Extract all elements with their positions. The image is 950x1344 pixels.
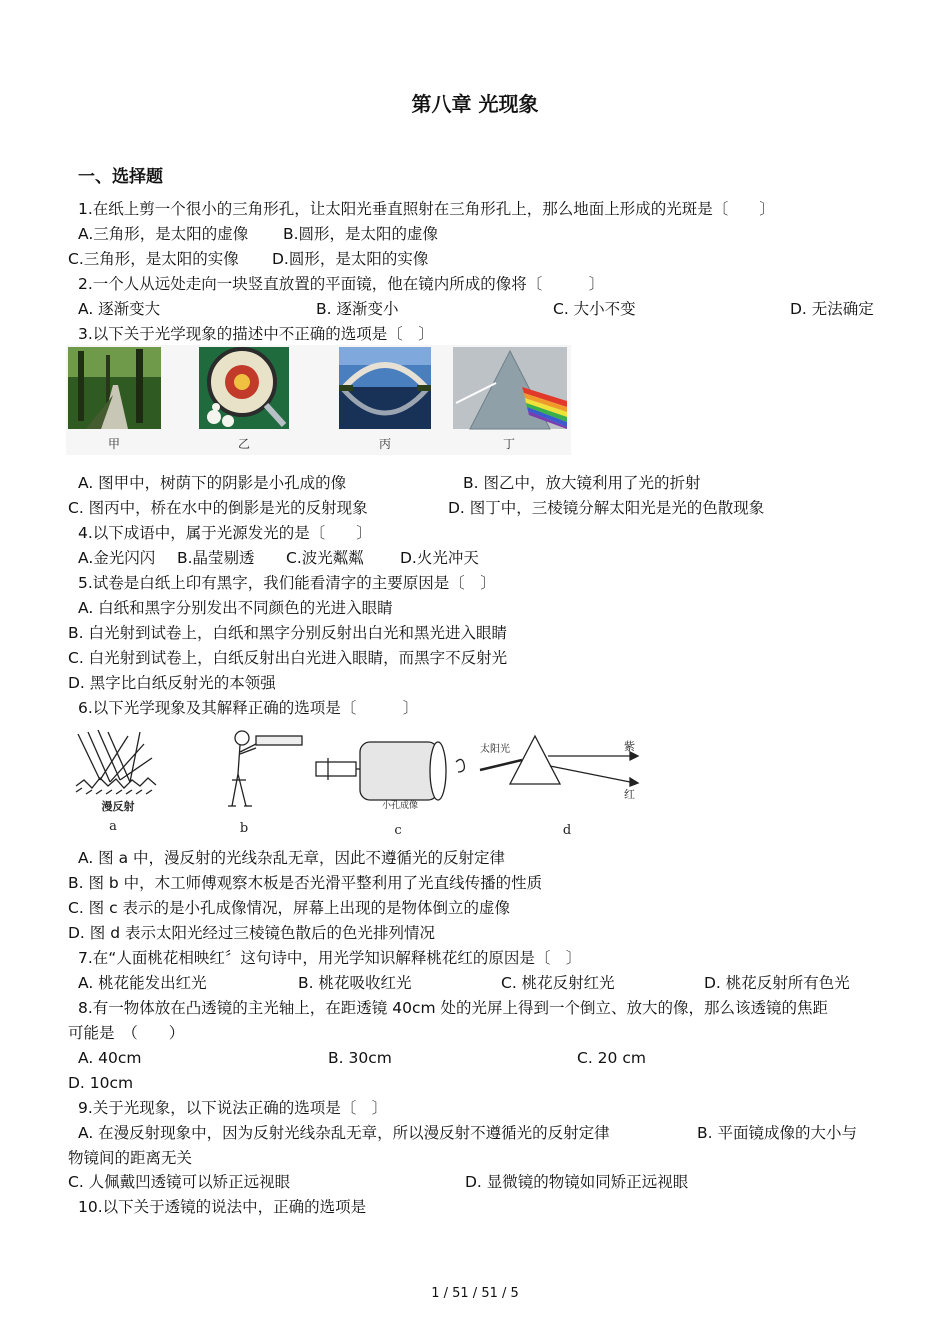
q6-stem: 6.以下光学现象及其解释正确的选项是〔 〕 — [78, 699, 419, 717]
page-title: 第八章 光现象 — [411, 92, 539, 116]
q3-option-c: C. 图丙中，桥在水中的倒影是光的反射现象 — [68, 499, 368, 517]
diffuse-reflection-diagram — [76, 730, 156, 794]
q5-option-b: B. 白光射到试卷上，白纸和黑字分别反射出白光和黑光进入眼睛 — [68, 624, 507, 642]
q8-stem-line1: 8.有一物体放在凸透镜的主光轴上，在距透镜 40cm 处的光屏上得到一个倒立、放大的像，那么该透镜的焦距 — [78, 999, 828, 1017]
q6-label-a: a — [109, 819, 117, 834]
bridge-reflection-photo — [339, 347, 431, 429]
q9-option-d: D. 显微镜的物镜如同矫正远视眼 — [465, 1173, 689, 1191]
q3-stem: 3.以下关于光学现象的描述中不正确的选项是〔 〕 — [78, 325, 434, 343]
q6-text-pinhole: 小孔成像 — [381, 801, 419, 811]
q3-figure — [66, 345, 571, 455]
q6-text-diffuse: 漫反射 — [101, 800, 135, 813]
pinhole-camera-diagram — [316, 742, 464, 800]
q1-option-d: D.圆形，是太阳的实像 — [272, 250, 429, 268]
q1-option-c: C.三角形，是太阳的实像 — [68, 250, 239, 268]
q10-stem: 10.以下关于透镜的说法中，正确的选项是 — [78, 1198, 367, 1216]
q7-option-d: D. 桃花反射所有色光 — [704, 974, 850, 992]
q9-option-b-part2: 物镜间的距离无关 — [68, 1149, 193, 1167]
q2-option-d: D. 无法确定 — [790, 300, 874, 318]
q2-stem: 2.一个人从远处走向一块竖直放置的平面镜，他在镜内所成的像将〔 〕 — [78, 275, 605, 293]
q8-option-c: C. 20 cm — [577, 1049, 646, 1067]
q3-label-yi: 乙 — [237, 437, 251, 451]
q5-option-d: D. 黑字比白纸反射光的本领强 — [68, 674, 276, 692]
q6-option-d: D. 图 d 表示太阳光经过三棱镜色散后的色光排列情况 — [68, 924, 435, 942]
q6-figure — [70, 722, 640, 842]
q7-option-b: B. 桃花吸收红光 — [298, 974, 412, 992]
q5-stem: 5.试卷是白纸上印有黑字，我们能看清字的主要原因是〔 〕 — [78, 574, 496, 592]
q4-option-b: B.晶莹剔透 — [177, 549, 255, 567]
page-number: 1 / 51 / 51 / 5 — [431, 1286, 519, 1301]
q9-option-b-part1: B. 平面镜成像的大小与 — [697, 1124, 857, 1142]
q8-stem-line2: 可能是 （ ） — [68, 1024, 185, 1042]
tree-shade-photo — [68, 347, 161, 429]
q2-option-a: A. 逐渐变大 — [78, 300, 161, 318]
q6-text-red: 红 — [624, 788, 635, 801]
section-heading: 一、选择题 — [78, 167, 163, 187]
q6-text-sun: 太阳光 — [480, 744, 510, 755]
q2-option-c: C. 大小不变 — [553, 300, 636, 318]
q1-option-b: B.圆形，是太阳的虚像 — [283, 225, 439, 243]
q3-option-a: A. 图甲中，树荫下的阴影是小孔成的像 — [78, 474, 347, 492]
magnifier-photo — [199, 347, 289, 429]
carpenter-diagram — [228, 731, 302, 806]
q8-option-b: B. 30cm — [328, 1049, 392, 1067]
q3-label-jia: 甲 — [107, 437, 121, 451]
q3-option-d: D. 图丁中，三棱镜分解太阳光是光的色散现象 — [448, 499, 765, 517]
q9-stem: 9.关于光现象，以下说法正确的选项是〔 〕 — [78, 1099, 388, 1117]
q7-option-c: C. 桃花反射红光 — [501, 974, 615, 992]
q5-option-c: C. 白光射到试卷上，白纸反射出白光进入眼睛，而黑字不反射光 — [68, 649, 508, 667]
q6-label-d: d — [562, 823, 572, 838]
q7-stem: 7.在“人面桃花相映红〞这句诗中，用光学知识解释桃花红的原因是〔 〕 — [78, 949, 582, 967]
q2-option-b: B. 逐渐变小 — [316, 300, 399, 318]
q9-option-a: A. 在漫反射现象中，因为反射光线杂乱无章，所以漫反射不遵循光的反射定律 — [78, 1124, 610, 1142]
q1-option-a: A.三角形，是太阳的虚像 — [78, 225, 249, 243]
q3-option-b: B. 图乙中，放大镜利用了光的折射 — [463, 474, 701, 492]
q4-option-d: D.火光冲天 — [400, 549, 479, 567]
q6-text-purple: 紫 — [624, 740, 635, 753]
prism-dispersion-photo — [453, 347, 567, 429]
q4-option-a: A.金光闪闪 — [78, 549, 156, 567]
q6-label-c: c — [394, 823, 402, 838]
q6-option-a: A. 图 a 中，漫反射的光线杂乱无章，因此不遵循光的反射定律 — [78, 849, 506, 867]
q8-option-a: A. 40cm — [78, 1049, 142, 1067]
q6-option-c: C. 图 c 表示的是小孔成像情况，屏幕上出现的是物体倒立的虚像 — [68, 899, 511, 917]
q4-stem: 4.以下成语中，属于光源发光的是〔 〕 — [78, 524, 372, 542]
q3-label-ding: 丁 — [502, 437, 516, 451]
q1-stem: 1.在纸上剪一个很小的三角形孔，让太阳光垂直照射在三角形孔上，那么地面上形成的光斑是〔 〕 — [78, 200, 775, 218]
q3-label-bing: 丙 — [378, 437, 392, 451]
q8-option-d: D. 10cm — [68, 1074, 134, 1092]
q9-option-c: C. 人佩戴凹透镜可以矫正远视眼 — [68, 1173, 291, 1191]
q6-label-b: b — [239, 821, 249, 836]
q6-option-b: B. 图 b 中，木工师傅观察木板是否光滑平整利用了光直线传播的性质 — [68, 874, 543, 892]
q7-option-a: A. 桃花能发出红光 — [78, 974, 207, 992]
q4-option-c: C.波光粼粼 — [286, 549, 364, 567]
q5-option-a: A. 白纸和黑字分别发出不同颜色的光进入眼睛 — [78, 599, 393, 617]
